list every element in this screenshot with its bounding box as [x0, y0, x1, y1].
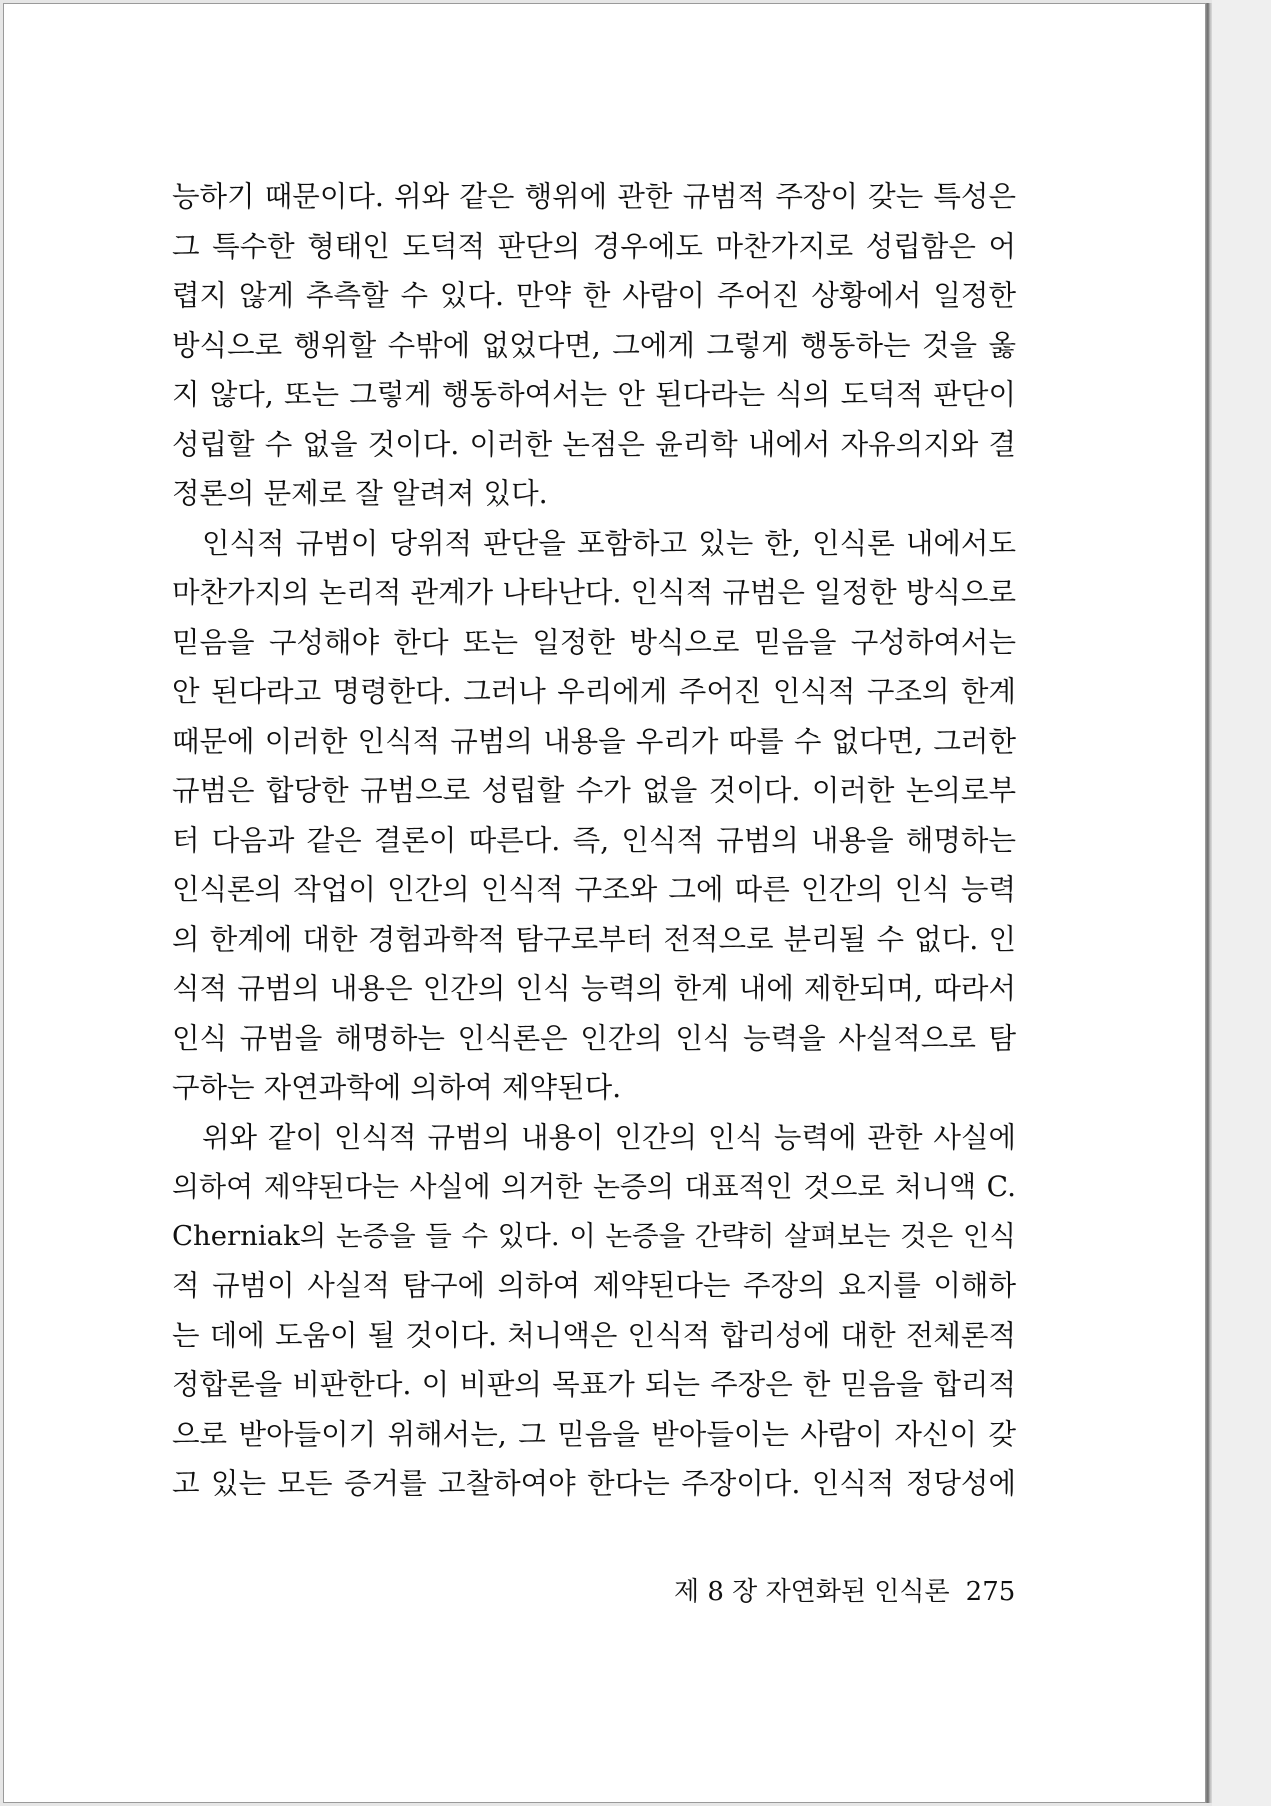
text-line: 성립할 수 없을 것이다. 이러한 논점은 윤리학 내에서 자유의지와 결: [172, 427, 1016, 461]
text-line: 안 된다라고 명령한다. 그러나 우리에게 주어진 인식적 구조의 한계: [172, 675, 1016, 708]
page-number: 275: [965, 1577, 1016, 1607]
paragraph-3: [172, 1113, 1016, 1509]
text-line: 적 규범이 사실적 탐구에 의하여 제약된다는 주장의 요지를 이해하: [172, 1269, 1016, 1302]
text-line: 인식적 규범이 당위적 판단을 포함하고 있는 한, 인식론 내에서도: [202, 526, 1016, 560]
text-line: 렵지 않게 추측할 수 있다. 만약 한 사람이 주어진 상황에서 일정한: [172, 279, 1016, 312]
paragraph-2: [172, 519, 1016, 1113]
text-line: Cherniak의 논증을 들 수 있다. 이 논증을 간략히 살펴보는 것은 인식: [172, 1219, 1016, 1252]
text-line: 규범은 합당한 규범으로 성립할 수가 없을 것이다. 이러한 논의로부: [172, 774, 1016, 807]
text-line: 의 한계에 대한 경험과학적 탐구로부터 전적으로 분리될 수 없다. 인: [172, 922, 1016, 956]
text-line: 정합론을 비판한다. 이 비판의 목표가 되는 주장은 한 믿음을 합리적: [172, 1368, 1016, 1401]
text-line: 능하기 때문이다. 위와 같은 행위에 관한 규범적 주장이 갖는 특성은: [172, 180, 1016, 213]
paragraph-1: [172, 172, 1016, 519]
page-body: [172, 172, 1016, 1509]
text-line: 식적 규범의 내용은 인간의 인식 능력의 한계 내에 제한되며, 따라서: [172, 972, 1016, 1005]
text-line: 으로 받아들이기 위해서는, 그 믿음을 받아들이는 사람이 자신이 갖: [172, 1417, 1016, 1451]
text-line: 는 데에 도움이 될 것이다. 처니액은 인식적 합리성에 대한 전체론적: [172, 1318, 1016, 1352]
text-line: 마찬가지의 논리적 관계가 나타난다. 인식적 규범은 일정한 방식으로: [172, 576, 1016, 609]
text-line: 위와 같이 인식적 규범의 내용이 인간의 인식 능력에 관한 사실에: [202, 1120, 1016, 1154]
text-line: 고 있는 모든 증거를 고찰하여야 한다는 주장이다. 인식적 정당성에: [172, 1467, 1016, 1500]
chapter-title: 제 8 장 자연화된 인식론: [674, 1577, 950, 1607]
text-line: 지 않다, 또는 그렇게 행동하여서는 안 된다라는 식의 도덕적 판단이: [172, 378, 1016, 411]
text-line: 방식으로 행위할 수밖에 없었다면, 그에게 그렇게 행동하는 것을 옳: [172, 328, 1016, 362]
book-page: [3, 3, 1206, 1803]
text-line: 구하는 자연과학에 의하여 제약된다.: [172, 1071, 622, 1104]
text-line: 의하여 제약된다는 사실에 의거한 논증의 대표적인 것으로 처니액 C.: [172, 1170, 1016, 1203]
text-line: 터 다음과 같은 결론이 따른다. 즉, 인식적 규범의 내용을 해명하는: [172, 823, 1016, 857]
text-line: 믿음을 구성해야 한다 또는 일정한 방식으로 믿음을 구성하여서는: [172, 625, 1016, 659]
viewer-margin: [1212, 0, 1271, 1806]
running-footer: [674, 1572, 1014, 1612]
text-line: 인식 규범을 해명하는 인식론은 인간의 인식 능력을 사실적으로 탐: [172, 1021, 1016, 1055]
text-line: 정론의 문제로 잘 알려져 있다.: [172, 477, 548, 510]
text-line: 때문에 이러한 인식적 규범의 내용을 우리가 따를 수 없다면, 그러한: [172, 724, 1016, 758]
text-line: 인식론의 작업이 인간의 인식적 구조와 그에 따른 인간의 인식 능력: [172, 873, 1016, 906]
text-line: 그 특수한 형태인 도덕적 판단의 경우에도 마찬가지로 성립함은 어: [172, 229, 1016, 263]
